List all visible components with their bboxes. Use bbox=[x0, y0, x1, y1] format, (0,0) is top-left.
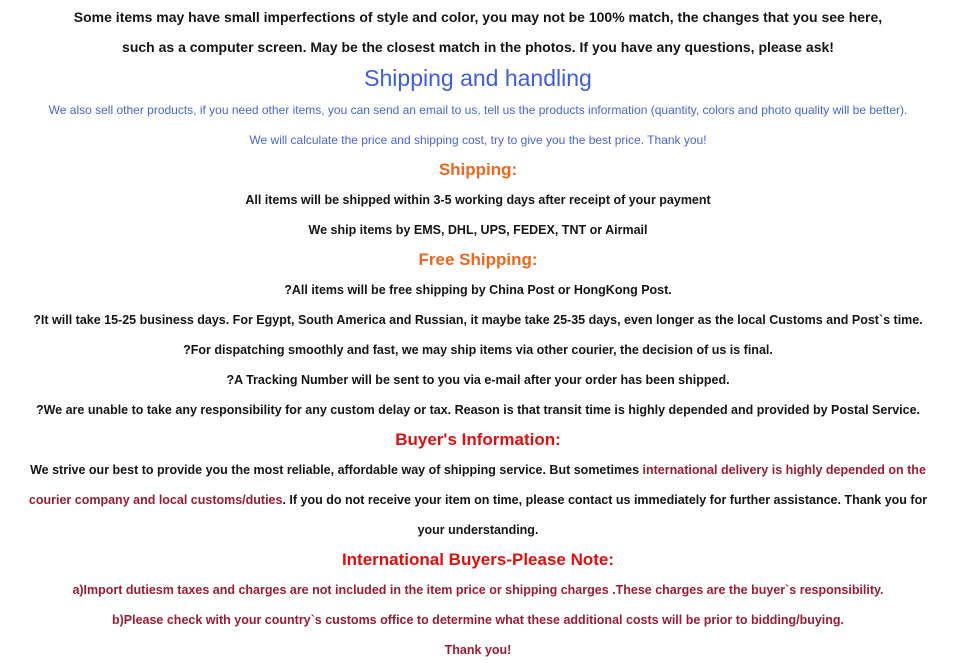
shipping-line-2 bbox=[0, 215, 956, 245]
free-shipping-item-4-text: ?A Tracking Number will be sent to you via e-mail after your order has been shipped. bbox=[226, 373, 730, 387]
international-item-b-text: b)Please check with your country`s customs office to determine what these additional costs will be prior to bidding/buying. bbox=[111, 613, 845, 627]
shipping-heading-row bbox=[0, 155, 956, 185]
contact-line-1 bbox=[0, 95, 956, 125]
intro-line-1 bbox=[0, 2, 956, 32]
closing-thank-you bbox=[0, 635, 956, 663]
shipping-line-2-text: We ship items by EMS, DHL, UPS, FEDEX, TNT or Airmail bbox=[308, 223, 648, 237]
free-shipping-item-5-text: ?We are unable to take any responsibility for any custom delay or tax. Reason is that transit time is highly depended and provided by Postal Service. bbox=[35, 403, 921, 417]
buyers-info-line-3-seg-1: your understanding. bbox=[417, 523, 539, 537]
free-shipping-item-1 bbox=[0, 275, 956, 305]
free-shipping-item-1-text: ?All items will be free shipping by China Post or HongKong Post. bbox=[284, 283, 672, 297]
closing-thank-you-text: Thank you! bbox=[444, 643, 512, 657]
buyers-info-line-1 bbox=[0, 455, 956, 485]
buyers-info-heading: Buyer's Information: bbox=[395, 430, 561, 449]
shipping-heading: Shipping: bbox=[438, 160, 518, 179]
page-title: Shipping and handling bbox=[364, 65, 592, 91]
buyers-info-heading-row bbox=[0, 425, 956, 455]
international-item-a bbox=[0, 575, 956, 605]
buyers-info-line-1-seg-1: We strive our best to provide you the most reliable, affordable way of shipping service. But sometimes bbox=[30, 463, 643, 477]
intro-line-2-text: such as a computer screen. May be the closest match in the photos. If you have any questions, please ask! bbox=[122, 39, 834, 55]
free-shipping-item-2-text: ?It will take 15-25 business days. For Egypt, South America and Russian, it maybe take 25-35 days, even longer as the local Customs and Post`s time. bbox=[33, 313, 923, 327]
contact-line-2 bbox=[0, 125, 956, 155]
page-title-row bbox=[0, 62, 956, 95]
international-heading-row bbox=[0, 545, 956, 575]
free-shipping-heading-row bbox=[0, 245, 956, 275]
free-shipping-item-5 bbox=[0, 395, 956, 425]
free-shipping-heading: Free Shipping: bbox=[418, 250, 538, 269]
shipping-line-1 bbox=[0, 185, 956, 215]
international-heading: International Buyers-Please Note: bbox=[341, 550, 615, 569]
shipping-line-1-text: All items will be shipped within 3-5 working days after receipt of your payment bbox=[245, 193, 711, 207]
contact-line-1-text: We also sell other products, if you need other items, you can send an email to us, tell us the products information (quantity, colors and photo quality will be better). bbox=[48, 103, 908, 117]
international-item-b bbox=[0, 605, 956, 635]
buyers-info-line-2-seg-1: courier company and local customs/duties bbox=[28, 493, 283, 507]
international-item-a-text: a)Import dutiesm taxes and charges are not included in the item price or shipping charges .These charges are the buyer`s responsibility. bbox=[72, 583, 884, 597]
buyers-info-line-3 bbox=[0, 515, 956, 545]
free-shipping-item-3 bbox=[0, 335, 956, 365]
contact-line-2-text: We will calculate the price and shipping cost, try to give you the best price. Thank you! bbox=[249, 133, 707, 147]
free-shipping-item-4 bbox=[0, 365, 956, 395]
free-shipping-item-2 bbox=[0, 305, 956, 335]
intro-line-1-text: Some items may have small imperfections of style and color, you may not be 100% match, the changes that you see here, bbox=[73, 9, 883, 25]
buyers-info-line-1-seg-2: international delivery is highly depended on the bbox=[642, 463, 926, 477]
buyers-info-line-2 bbox=[0, 485, 956, 515]
intro-line-2 bbox=[0, 32, 956, 62]
free-shipping-item-3-text: ?For dispatching smoothly and fast, we may ship items via other courier, the decision of us is final. bbox=[183, 343, 773, 357]
buyers-info-line-2-seg-2: . If you do not receive your item on time, please contact us immediately for further assistance. Thank you for bbox=[282, 493, 928, 507]
